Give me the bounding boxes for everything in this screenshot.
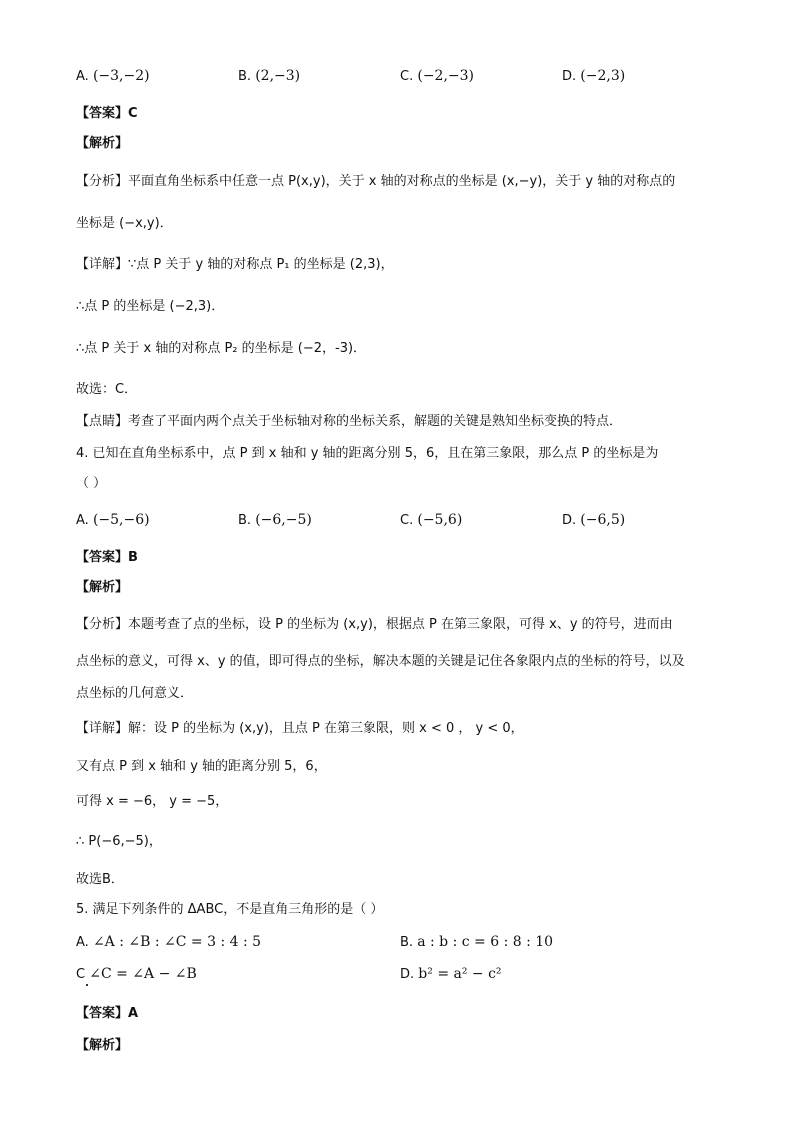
q4-jiexi: 【解析】 — [76, 580, 129, 595]
q5-option-a — [76, 932, 261, 953]
q3-option-b — [238, 66, 300, 87]
q4-option-d — [562, 510, 625, 531]
q4-fenxi-line-3: 点坐标的几何意义． — [76, 686, 194, 701]
q3-fenxi-line-1: 【分析】平面直角坐标系中任意一点 P(x,y)，关于 x 轴的对称点的坐标是 (x,−y)，关于 y 轴的对称点的 — [76, 174, 676, 189]
option-label: B. — [238, 513, 252, 528]
option-label: C. — [400, 513, 414, 528]
q3-fenxi-line-2: 坐标是 (−x,y)． — [76, 216, 173, 231]
q3-jiexi: 【解析】 — [76, 136, 129, 151]
q3-xiangjie-line-2: ∴点 P 的坐标是 (−2,3)． — [76, 299, 225, 314]
option-value: (−2,3) — [580, 68, 626, 84]
stray-dot — [86, 984, 88, 986]
option-value: (−5,6) — [417, 512, 463, 528]
q5-option-b — [400, 932, 553, 953]
option-value: b² = a² − c² — [418, 966, 502, 982]
q5-jiexi: 【解析】 — [76, 1038, 129, 1053]
q4-option-c — [400, 510, 462, 531]
q3-choice: 故选：C． — [76, 382, 138, 397]
option-value: (2,−3) — [255, 68, 301, 84]
option-label: A. — [76, 69, 89, 84]
option-value: (−6,5) — [580, 512, 626, 528]
q5-option-d — [400, 964, 502, 985]
option-label: C. — [400, 69, 414, 84]
q5-answer: 【答案】A — [76, 1006, 139, 1021]
q3-xiangjie-line-3: ∴点 P 关于 x 轴的对称点 P₂ 的坐标是 (−2，-3)． — [76, 341, 367, 356]
q4-stem-line-2: （ ） — [76, 476, 107, 491]
q5-option-c — [76, 964, 197, 985]
option-value: a : b : c = 6 : 8 : 10 — [417, 934, 554, 950]
q3-option-d — [562, 66, 625, 87]
q4-option-a — [76, 510, 150, 531]
q3-option-c — [400, 66, 474, 87]
q3-answer: 【答案】C — [76, 106, 138, 121]
option-value: ∠A : ∠B : ∠C = 3 : 4 : 5 — [92, 934, 262, 950]
option-label: D. — [400, 967, 415, 982]
q3-xiangjie-line-1: 【详解】∵点 P 关于 y 轴的对称点 P₁ 的坐标是 (2,3)， — [76, 257, 394, 272]
option-label: A. — [76, 513, 89, 528]
option-label: A. — [76, 935, 89, 950]
q4-fenxi-line-1: 【分析】本题考查了点的坐标，设 P 的坐标为 (x,y)，根据点 P 在第三象限，可得 x、y 的符号，进而由 — [76, 617, 673, 632]
q4-xiangjie-line-2: 又有点 P 到 x 轴和 y 轴的距离分别 5，6， — [76, 759, 327, 774]
option-value: (−5,−6) — [92, 512, 150, 528]
option-value: ∠C = ∠A − ∠B — [89, 966, 197, 982]
q3-dianjing: 【点睛】考查了平面内两个点关于坐标轴对称的坐标关系，解题的关键是熟知坐标变换的特点． — [76, 414, 623, 429]
option-label: B. — [238, 69, 252, 84]
q3-option-a — [76, 66, 150, 87]
q4-stem-line-1: 4. 已知在直角坐标系中，点 P 到 x 轴和 y 轴的距离分别 5，6，且在第三象限，那么点 P 的坐标是为 — [76, 446, 659, 461]
q4-xiangjie-line-1: 【详解】解：设 P 的坐标为 (x,y)，且点 P 在第三象限，则 x < 0 ， y < 0， — [76, 721, 524, 736]
option-value: (−3,−2) — [92, 68, 150, 84]
q5-stem: 5. 满足下列条件的 ΔABC，不是直角三角形的是（ ） — [76, 902, 384, 917]
q4-xiangjie-line-3: 可得 x = −6， y = −5， — [76, 794, 229, 809]
q4-choice: 故选B． — [76, 872, 124, 887]
q4-option-b — [238, 510, 312, 531]
q4-answer: 【答案】B — [76, 550, 138, 565]
option-label: C — [76, 967, 86, 982]
option-label: D. — [562, 513, 577, 528]
option-value: (−6,−5) — [255, 512, 312, 528]
option-label: D. — [562, 69, 577, 84]
option-value: (−2,−3) — [417, 68, 475, 84]
q4-xiangjie-line-4: ∴ P(−6,−5)， — [76, 834, 162, 849]
option-label: B. — [400, 935, 414, 950]
q4-fenxi-line-2: 点坐标的意义，可得 x、y 的值，即可得点的坐标，解决本题的关键是记住各象限内点的坐标的符号，以及 — [76, 654, 685, 669]
